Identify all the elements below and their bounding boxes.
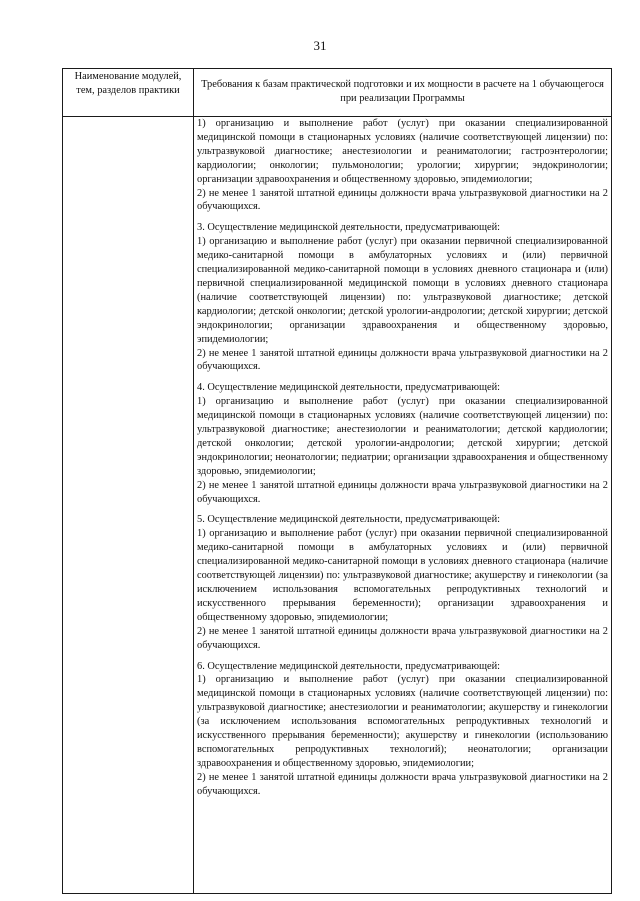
requirement-block xyxy=(197,117,608,214)
header-modules: Наименование модулей, тем, разделов практики xyxy=(63,69,194,117)
requirement-block xyxy=(197,513,608,652)
requirement-heading: 6. Осуществление медицинской деятельности, предусматривающей: xyxy=(197,660,501,672)
requirement-block xyxy=(197,660,608,799)
requirement-block xyxy=(197,381,608,506)
requirement-line: 2) не менее 1 занятой штатной единицы должности врача ультразвуковой диагностики на 2 обучающихся. xyxy=(197,347,608,373)
requirement-heading: 5. Осуществление медицинской деятельности, предусматривающей: xyxy=(197,514,501,526)
requirement-line: 1) организацию и выполнение работ (услуг) при оказании первичной специализированной медико-санитарной помощи в амбулаторных условиях и (или) первичной специализированной медико-санитарной помощи в условиях дневного стационара (наличие соответствующей лицензии) по: ультразвуковой диагностике; акушерству и гинекологии (за исключением использования вспомогательных репродуктивных технологий и искусственного прерывания беременности); организации здравоохранения и общественному здоровью, эпидемиологии; xyxy=(197,528,608,623)
requirements-table xyxy=(62,68,612,894)
header-requirements: Требования к базам практической подготовки и их мощности в расчете на 1 обучающегося при реализации Программы xyxy=(194,69,612,117)
modules-cell xyxy=(63,117,194,894)
table-header-row xyxy=(63,69,612,117)
requirement-heading: 3. Осуществление медицинской деятельности, предусматривающей: xyxy=(197,222,501,234)
requirement-line: 1) организацию и выполнение работ (услуг) при оказании специализированной медицинской помощи в стационарных условиях (наличие соответствующей лицензии) по: ультразвуковой диагностике; анестезиологии и реаниматологии; гастроэнтерологии; кардиологии; онкологии; пульмонологии; урологии; хирургии; эндокринологии; организации здравоохранения и общественному здоровью, эпидемиологии; xyxy=(197,118,608,185)
requirement-heading: 4. Осуществление медицинской деятельности, предусматривающей: xyxy=(197,382,501,394)
requirement-line: 2) не менее 1 занятой штатной единицы должности врача ультразвуковой диагностики на 2 обучающихся. xyxy=(197,479,608,505)
table-row xyxy=(63,117,612,894)
requirement-line: 2) не менее 1 занятой штатной единицы должности врача ультразвуковой диагностики на 2 обучающихся. xyxy=(197,187,608,213)
requirement-line: 2) не менее 1 занятой штатной единицы должности врача ультразвуковой диагностики на 2 обучающихся. xyxy=(197,771,608,797)
page-number: 31 xyxy=(313,38,327,53)
requirement-line: 1) организацию и выполнение работ (услуг) при оказании специализированной медицинской помощи в стационарных условиях (наличие соответствующей лицензии) по: ультразвуковой диагностике; анестезиологии и реаниматологии; акушерству и гинекологии (за исключением использования вспомогательных репродуктивных технологий и искусственного прерывания беременности); акушерству и гинекологии (использованию вспомогательных репродуктивных технологий); неонатологии; организации здравоохранения и общественному здоровью, эпидемиологии; xyxy=(197,674,608,769)
requirement-line: 1) организацию и выполнение работ (услуг) при оказании специализированной медицинской помощи в стационарных условиях (наличие соответствующей лицензии) по: ультразвуковой диагностике; анестезиологии и реаниматологии; детской кардиологии; детской онкологии; детской урологии-андрологии; детской хирургии; детской эндокринологии; неонатологии; педиатрии; организации здравоохранения и общественному здоровью, эпидемиологии; xyxy=(197,396,608,477)
requirement-line: 1) организацию и выполнение работ (услуг) при оказании первичной специализированной медико-санитарной помощи в амбулаторных условиях и (или) первичной специализированной медико-санитарной помощи в условиях дневного стационара и (или) первичной специализированной медицинской помощи в условиях дневного стационара (наличие соответствующей лицензии) по: ультразвуковой диагностике; детской кардиологии; детской онкологии; детской урологии-андрологии; детской хирургии; детской эндокринологии; организации здравоохранения и общественному здоровью, эпидемиологии; xyxy=(197,236,608,345)
requirement-line: 2) не менее 1 занятой штатной единицы должности врача ультразвуковой диагностики на 2 обучающихся. xyxy=(197,625,608,651)
requirement-block xyxy=(197,221,608,374)
requirements-cell xyxy=(194,117,612,894)
